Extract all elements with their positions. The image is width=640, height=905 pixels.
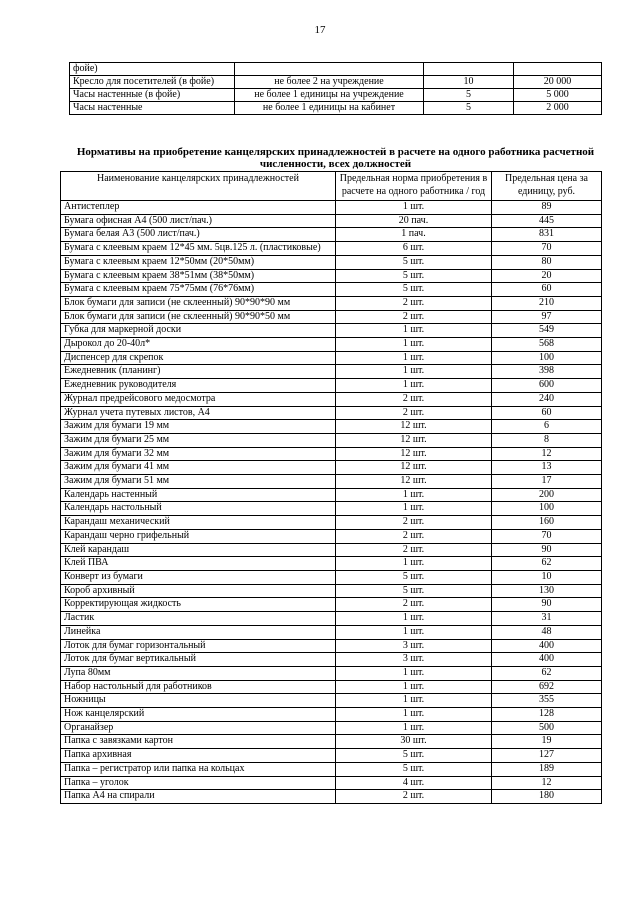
item-price-cell: 180 (492, 790, 602, 804)
item-price-cell: 12 (492, 447, 602, 461)
table-row (61, 201, 602, 215)
item-norm-cell: 12 шт. (336, 475, 492, 489)
section-title: Нормативы на приобретение канцелярских принадлежностей в расчете на одного работника расчетной численности, всех должностей (76, 146, 595, 170)
item-norm-cell: 1 шт. (336, 365, 492, 379)
table-row (61, 653, 602, 667)
item-price-cell: 160 (492, 516, 602, 530)
item-name-cell: Журнал учета путевых листов, А4 (61, 406, 336, 420)
table-row (61, 666, 602, 680)
item-price-cell (514, 63, 602, 76)
item-name-cell: Папка – уголок (61, 776, 336, 790)
table-row (61, 502, 602, 516)
table-row (61, 296, 602, 310)
item-norm-cell: 4 шт. (336, 776, 492, 790)
item-name-cell: Корректирующая жидкость (61, 598, 336, 612)
table-row (61, 447, 602, 461)
item-norm-cell: 2 шт. (336, 543, 492, 557)
item-name-cell: Диспенсер для скрепок (61, 351, 336, 365)
item-norm-cell: 5 шт. (336, 762, 492, 776)
table-row (61, 543, 602, 557)
item-name-cell: Бумага с клеевым краем 75*75мм (76*76мм) (61, 283, 336, 297)
table-row (61, 776, 602, 790)
item-name-cell: Зажим для бумаги 25 мм (61, 433, 336, 447)
item-norm-cell: 2 шт. (336, 598, 492, 612)
table-row (61, 749, 602, 763)
table-row (61, 324, 602, 338)
item-norm-cell: 12 шт. (336, 420, 492, 434)
table-row (61, 269, 602, 283)
table-row (61, 242, 602, 256)
item-norm-cell: 1 шт. (336, 680, 492, 694)
item-norm-cell: 2 шт. (336, 406, 492, 420)
item-name-cell: Бумага офисная А4 (500 лист/пач.) (61, 214, 336, 228)
item-price-cell: 100 (492, 351, 602, 365)
item-name-cell: Зажим для бумаги 41 мм (61, 461, 336, 475)
item-norm-cell: 1 шт. (336, 694, 492, 708)
table-row (61, 420, 602, 434)
item-price-cell: 200 (492, 488, 602, 502)
item-norm-cell (235, 63, 424, 76)
table-row (61, 338, 602, 352)
item-name-cell: Папка – регистратор или папка на кольцах (61, 762, 336, 776)
table-row (61, 379, 602, 393)
item-name-cell: Лоток для бумаг вертикальный (61, 653, 336, 667)
header-norm: Предельная норма приобретения в расчете на одного работника / год (336, 172, 492, 201)
item-price-cell: 500 (492, 721, 602, 735)
item-name-cell: Кресло для посетителей (в фойе) (70, 76, 235, 89)
item-name-cell: Журнал предрейсового медосмотра (61, 392, 336, 406)
item-name-cell: Набор настольный для работников (61, 680, 336, 694)
table-row (61, 721, 602, 735)
item-name-cell: Календарь настольный (61, 502, 336, 516)
table-row (61, 612, 602, 626)
table-row (61, 228, 602, 242)
item-name-cell: Органайзер (61, 721, 336, 735)
item-price-cell: 10 (492, 570, 602, 584)
item-price-cell: 400 (492, 639, 602, 653)
item-price-cell: 100 (492, 502, 602, 516)
stationery-norms-table (60, 171, 602, 804)
item-name-cell: Антистеплер (61, 201, 336, 215)
table-row (70, 102, 602, 115)
item-price-cell: 127 (492, 749, 602, 763)
item-price-cell: 90 (492, 598, 602, 612)
item-price-cell: 600 (492, 379, 602, 393)
table-row (61, 283, 602, 297)
item-name-cell: Ластик (61, 612, 336, 626)
item-norm-cell: 5 шт. (336, 269, 492, 283)
item-norm-cell: 1 шт. (336, 708, 492, 722)
table-row (61, 255, 602, 269)
table-row (61, 570, 602, 584)
item-price-cell: 6 (492, 420, 602, 434)
item-name-cell: Зажим для бумаги 32 мм (61, 447, 336, 461)
item-price-cell: 60 (492, 406, 602, 420)
item-name-cell: Бумага с клеевым краем 12*50мм (20*50мм) (61, 255, 336, 269)
item-name-cell: Лоток для бумаг горизонтальный (61, 639, 336, 653)
item-norm-cell: 1 шт. (336, 625, 492, 639)
item-price-cell: 189 (492, 762, 602, 776)
item-name-cell: Папка А4 на спирали (61, 790, 336, 804)
item-price-cell: 568 (492, 338, 602, 352)
table-row (61, 516, 602, 530)
table-row (61, 735, 602, 749)
item-price-cell: 240 (492, 392, 602, 406)
table-row (61, 694, 602, 708)
item-name-cell: Лупа 80мм (61, 666, 336, 680)
item-name-cell: Папка с завязками картон (61, 735, 336, 749)
item-name-cell: Блок бумаги для записи (не склеенный) 90*90*90 мм (61, 296, 336, 310)
item-name-cell: Линейка (61, 625, 336, 639)
item-name-cell: Клей карандаш (61, 543, 336, 557)
table-row (70, 63, 602, 76)
item-name-cell: Карандаш механический (61, 516, 336, 530)
item-price-cell: 13 (492, 461, 602, 475)
item-norm-cell: 6 шт. (336, 242, 492, 256)
item-name-cell: Короб архивный (61, 584, 336, 598)
item-price-cell: 5 000 (514, 89, 602, 102)
item-price-cell: 20 000 (514, 76, 602, 89)
item-price-cell: 400 (492, 653, 602, 667)
item-norm-cell: 1 шт. (336, 666, 492, 680)
table-row (61, 790, 602, 804)
item-name-cell: Бумага с клеевым краем 38*51мм (38*50мм) (61, 269, 336, 283)
table-row (70, 89, 602, 102)
item-price-cell: 70 (492, 242, 602, 256)
item-norm-cell: 1 шт. (336, 324, 492, 338)
item-price-cell: 62 (492, 557, 602, 571)
item-name-cell: Бумага с клеевым краем 12*45 мм. 5цв.125 л. (пластиковые) (61, 242, 336, 256)
table-row (61, 406, 602, 420)
item-price-cell: 8 (492, 433, 602, 447)
item-price-cell: 2 000 (514, 102, 602, 115)
item-price-cell: 12 (492, 776, 602, 790)
table-row (61, 392, 602, 406)
item-norm-cell: 20 пач. (336, 214, 492, 228)
furniture-norms-body (70, 63, 602, 115)
item-qty-cell: 5 (424, 89, 514, 102)
table-row (61, 433, 602, 447)
item-price-cell: 445 (492, 214, 602, 228)
table-row (61, 461, 602, 475)
item-norm-cell: 2 шт. (336, 296, 492, 310)
item-name-cell: Календарь настенный (61, 488, 336, 502)
item-name-cell: Ножницы (61, 694, 336, 708)
table-header-row (61, 172, 602, 201)
item-norm-cell: 3 шт. (336, 653, 492, 667)
item-norm-cell: 1 шт. (336, 557, 492, 571)
table-row (61, 584, 602, 598)
table-row (61, 214, 602, 228)
item-price-cell: 89 (492, 201, 602, 215)
item-price-cell: 355 (492, 694, 602, 708)
item-qty-cell (424, 63, 514, 76)
item-norm-cell: 1 шт. (336, 201, 492, 215)
table-row (61, 557, 602, 571)
item-name-cell: Часы настенные (70, 102, 235, 115)
item-norm-cell: не более 1 единицы на кабинет (235, 102, 424, 115)
item-price-cell: 398 (492, 365, 602, 379)
item-norm-cell: 2 шт. (336, 392, 492, 406)
item-name-cell: Дырокол до 20-40л* (61, 338, 336, 352)
item-norm-cell: 1 пач. (336, 228, 492, 242)
item-name-cell: Ежедневник (планинг) (61, 365, 336, 379)
item-norm-cell: 2 шт. (336, 310, 492, 324)
item-name-cell: Клей ПВА (61, 557, 336, 571)
item-name-cell: фойе) (70, 63, 235, 76)
item-norm-cell: не более 1 единицы на учреждение (235, 89, 424, 102)
item-norm-cell: 12 шт. (336, 447, 492, 461)
item-price-cell: 90 (492, 543, 602, 557)
stationery-norms-body (61, 201, 602, 804)
item-name-cell: Зажим для бумаги 19 мм (61, 420, 336, 434)
table-row (61, 598, 602, 612)
item-name-cell: Нож канцелярский (61, 708, 336, 722)
item-norm-cell: 12 шт. (336, 433, 492, 447)
table-row (61, 351, 602, 365)
item-price-cell: 60 (492, 283, 602, 297)
item-norm-cell: 2 шт. (336, 529, 492, 543)
item-norm-cell: 5 шт. (336, 749, 492, 763)
item-price-cell: 692 (492, 680, 602, 694)
item-norm-cell: 1 шт. (336, 502, 492, 516)
item-price-cell: 62 (492, 666, 602, 680)
item-name-cell: Папка архивная (61, 749, 336, 763)
item-qty-cell: 10 (424, 76, 514, 89)
item-price-cell: 70 (492, 529, 602, 543)
furniture-norms-table (69, 62, 602, 115)
table-row (61, 365, 602, 379)
item-name-cell: Карандаш черно грифельный (61, 529, 336, 543)
item-price-cell: 80 (492, 255, 602, 269)
item-norm-cell: 1 шт. (336, 351, 492, 365)
table-row (61, 708, 602, 722)
item-norm-cell: 5 шт. (336, 570, 492, 584)
item-norm-cell: 1 шт. (336, 379, 492, 393)
item-price-cell: 130 (492, 584, 602, 598)
item-name-cell: Бумага белая А3 (500 лист/пач.) (61, 228, 336, 242)
table-row (61, 488, 602, 502)
table-row (61, 475, 602, 489)
item-price-cell: 31 (492, 612, 602, 626)
item-name-cell: Конверт из бумаги (61, 570, 336, 584)
item-norm-cell: не более 2 на учреждение (235, 76, 424, 89)
item-name-cell: Зажим для бумаги 51 мм (61, 475, 336, 489)
item-price-cell: 128 (492, 708, 602, 722)
table-row (61, 680, 602, 694)
item-norm-cell: 30 шт. (336, 735, 492, 749)
item-price-cell: 19 (492, 735, 602, 749)
item-name-cell: Губка для маркерной доски (61, 324, 336, 338)
item-price-cell: 210 (492, 296, 602, 310)
item-price-cell: 97 (492, 310, 602, 324)
page-number: 17 (314, 24, 326, 36)
header-price: Предельная цена за единицу, руб. (492, 172, 602, 201)
item-price-cell: 48 (492, 625, 602, 639)
item-norm-cell: 1 шт. (336, 338, 492, 352)
item-price-cell: 831 (492, 228, 602, 242)
item-price-cell: 17 (492, 475, 602, 489)
item-price-cell: 20 (492, 269, 602, 283)
item-name-cell: Блок бумаги для записи (не склеенный) 90*90*50 мм (61, 310, 336, 324)
header-name: Наименование канцелярских принадлежностей (61, 172, 336, 201)
item-norm-cell: 5 шт. (336, 584, 492, 598)
table-row (61, 762, 602, 776)
item-norm-cell: 3 шт. (336, 639, 492, 653)
table-row (61, 310, 602, 324)
table-row (61, 529, 602, 543)
item-norm-cell: 1 шт. (336, 488, 492, 502)
item-norm-cell: 5 шт. (336, 255, 492, 269)
item-norm-cell: 1 шт. (336, 612, 492, 626)
table-row (61, 625, 602, 639)
item-norm-cell: 2 шт. (336, 516, 492, 530)
item-price-cell: 549 (492, 324, 602, 338)
item-name-cell: Часы настенные (в фойе) (70, 89, 235, 102)
item-norm-cell: 12 шт. (336, 461, 492, 475)
item-norm-cell: 2 шт. (336, 790, 492, 804)
item-qty-cell: 5 (424, 102, 514, 115)
item-name-cell: Ежедневник руководителя (61, 379, 336, 393)
item-norm-cell: 5 шт. (336, 283, 492, 297)
table-row (70, 76, 602, 89)
item-norm-cell: 1 шт. (336, 721, 492, 735)
table-row (61, 639, 602, 653)
